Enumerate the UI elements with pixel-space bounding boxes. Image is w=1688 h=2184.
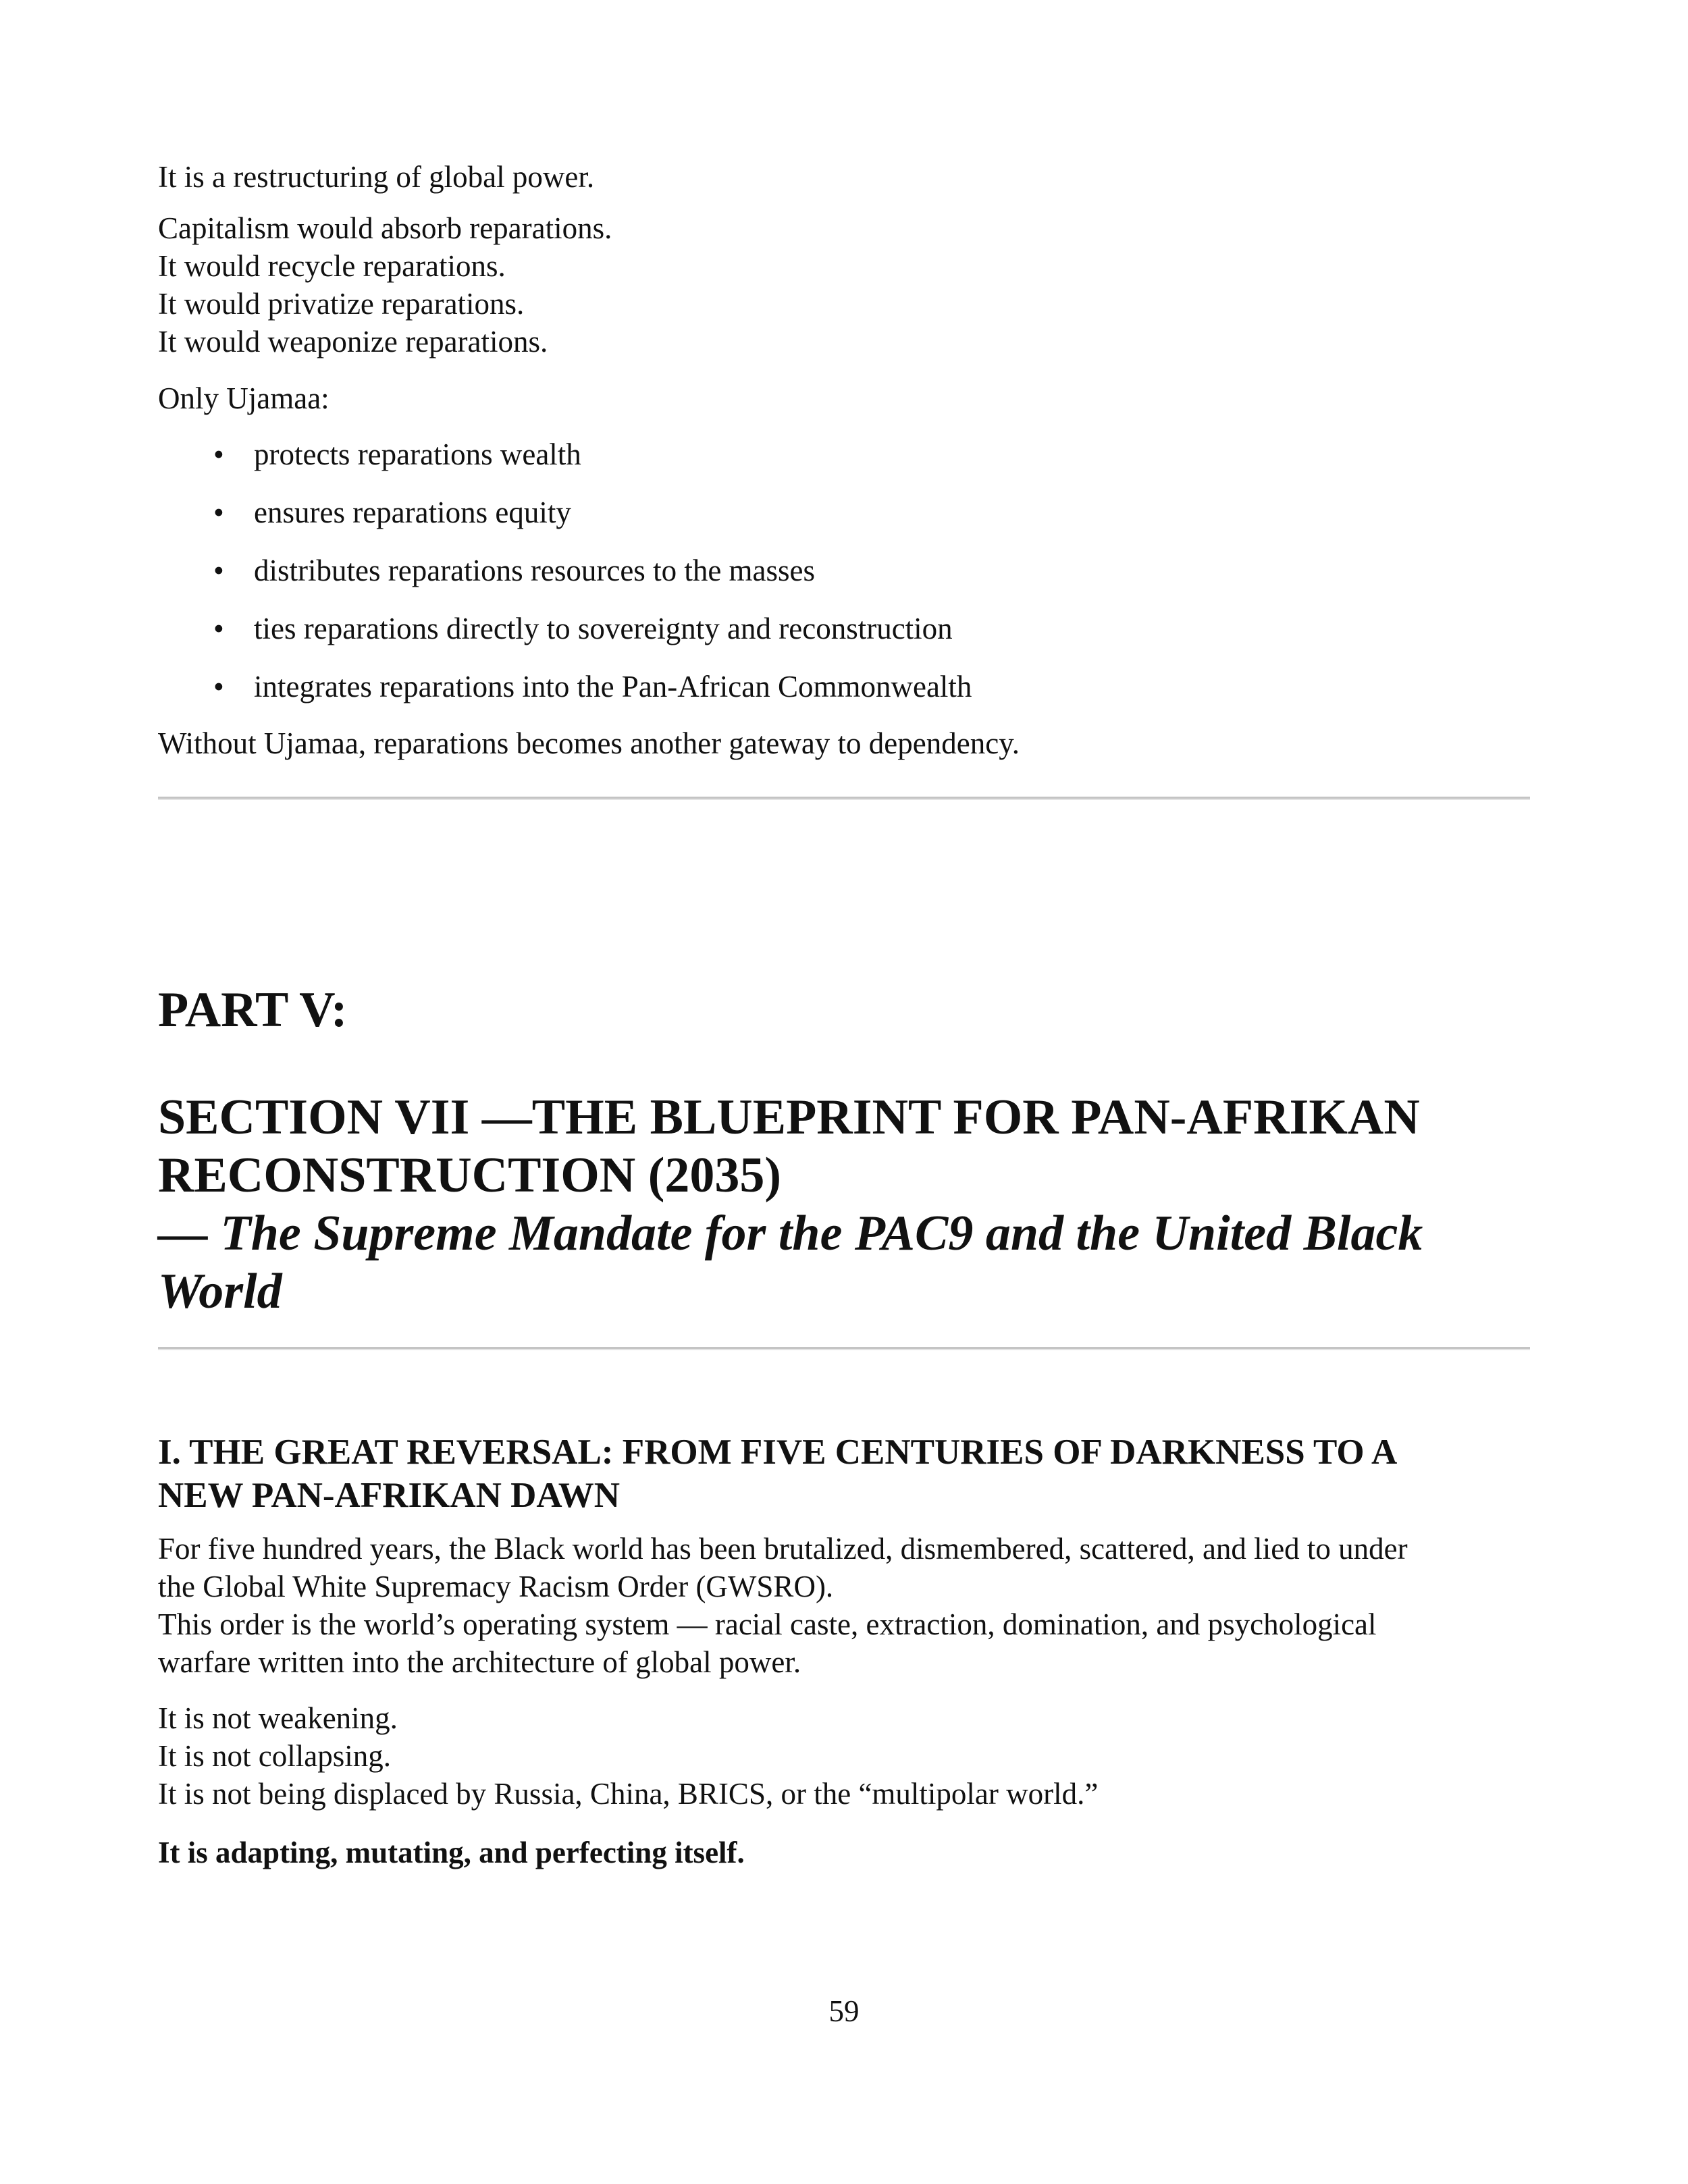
list-item bbox=[158, 668, 1530, 726]
capitalism-line: Capitalism would absorb reparations. bbox=[158, 211, 612, 245]
capitalism-line: It would weaponize reparations. bbox=[158, 325, 548, 358]
subsection-heading-line: I. THE GREAT REVERSAL: FROM FIVE CENTURIES OF DARKNESS TO A bbox=[158, 1433, 1398, 1472]
capitalism-line: It would privatize reparations. bbox=[158, 287, 525, 321]
only-ujamaa-text: Only Ujamaa: bbox=[158, 381, 329, 415]
conclusion-text: Without Ujamaa, reparations becomes another gateway to dependency. bbox=[158, 726, 1020, 760]
list-item bbox=[158, 610, 1530, 668]
ujamaa-bullet-list bbox=[158, 435, 1530, 726]
section-title-line: RECONSTRUCTION (2035) bbox=[158, 1148, 782, 1203]
gwsro-paragraph bbox=[158, 1530, 1530, 1681]
subsection-heading bbox=[158, 1431, 1530, 1517]
intro-line bbox=[158, 158, 1530, 196]
paragraph-line: This order is the world’s operating system — racial caste, extraction, domination, and psychological bbox=[158, 1607, 1377, 1641]
bullet-icon: • bbox=[213, 554, 224, 587]
bullet-icon: • bbox=[213, 496, 224, 529]
paragraph-line: It is not being displaced by Russia, China, BRICS, or the “multipolar world.” bbox=[158, 1777, 1099, 1811]
list-item bbox=[158, 552, 1530, 610]
paragraph-line: It is not collapsing. bbox=[158, 1739, 391, 1773]
only-ujamaa-line bbox=[158, 379, 1530, 417]
section-subtitle-line: World bbox=[158, 1264, 282, 1319]
emphasis-line bbox=[158, 1834, 1530, 1871]
paragraph-line: For five hundred years, the Black world has been brutalized, dismembered, scattered, and lied to under bbox=[158, 1532, 1408, 1566]
page-number: 59 bbox=[828, 1994, 860, 2028]
list-item bbox=[158, 494, 1530, 552]
section-title bbox=[158, 1088, 1530, 1321]
list-item bbox=[158, 435, 1530, 494]
bullet-icon: • bbox=[213, 612, 224, 645]
conclusion-line bbox=[158, 724, 1530, 762]
paragraph-line: warfare written into the architecture of global power. bbox=[158, 1645, 801, 1679]
list-item-text: ties reparations directly to sovereignty and reconstruction bbox=[254, 612, 953, 645]
bullet-icon: • bbox=[213, 670, 224, 703]
bullet-icon: • bbox=[213, 437, 224, 471]
list-item-text: ensures reparations equity bbox=[254, 496, 571, 529]
emphasis-text: It is adapting, mutating, and perfecting itself. bbox=[158, 1836, 745, 1869]
part-label: PART V: bbox=[158, 982, 348, 1038]
subsection-heading-line: NEW PAN-AFRIKAN DAWN bbox=[158, 1476, 621, 1515]
list-item-text: integrates reparations into the Pan-African Commonwealth bbox=[254, 670, 972, 703]
paragraph-line: the Global White Supremacy Racism Order (GWSRO). bbox=[158, 1570, 834, 1603]
capitalism-paragraph bbox=[158, 209, 1530, 361]
horizontal-divider bbox=[158, 1347, 1530, 1350]
horizontal-divider bbox=[158, 797, 1530, 800]
list-item-text: protects reparations wealth bbox=[254, 437, 581, 471]
paragraph-line: It is not weakening. bbox=[158, 1701, 398, 1735]
intro-sentence: It is a restructuring of global power. bbox=[158, 160, 595, 194]
part-heading bbox=[158, 981, 1530, 1039]
capitalism-line: It would recycle reparations. bbox=[158, 249, 506, 283]
list-item-text: distributes reparations resources to the masses bbox=[254, 554, 816, 587]
not-weakening-paragraph bbox=[158, 1699, 1530, 1813]
section-title-line: SECTION VII —THE BLUEPRINT FOR PAN-AFRIKAN bbox=[158, 1090, 1420, 1145]
section-subtitle-line: — The Supreme Mandate for the PAC9 and the United Black bbox=[158, 1206, 1423, 1261]
